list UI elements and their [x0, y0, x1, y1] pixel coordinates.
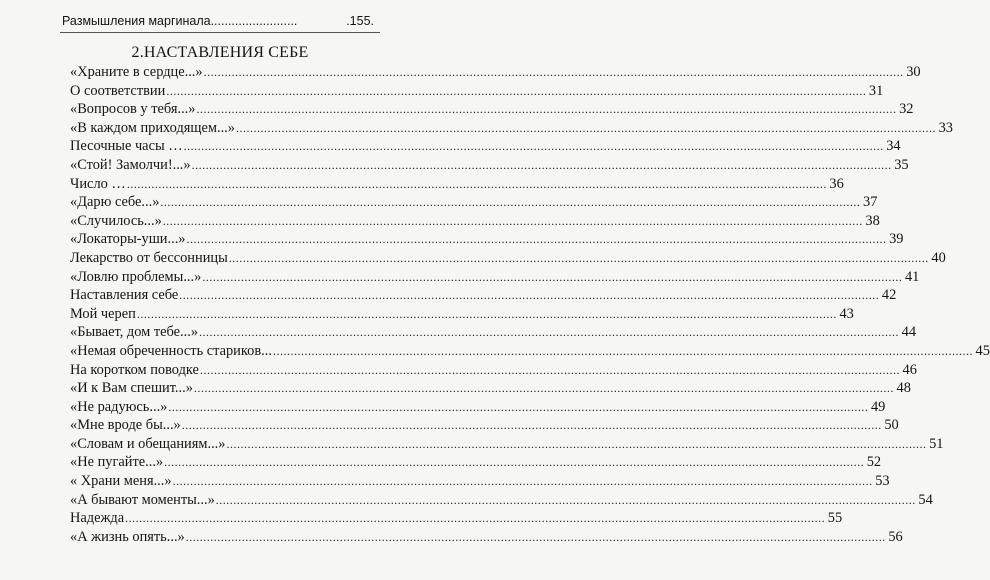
toc-entry-page: 37 [863, 194, 878, 211]
toc-entry-page: 56 [888, 528, 903, 545]
dot-leader: ........................................................................................................................................................................................................ [186, 232, 887, 247]
toc-entry [70, 119, 953, 138]
toc-entry [70, 528, 903, 547]
toc-entry-title: Число … [70, 175, 126, 192]
toc-entry-title: « Храни меня...» [70, 473, 172, 490]
toc-entry [70, 268, 920, 287]
toc-entry-page: 33 [938, 119, 953, 136]
toc-entry [70, 286, 897, 305]
dot-leader: ........................................................................................................................................................................................................ [226, 436, 927, 451]
dot-leader: ........................................................................................................................................................................................................ [202, 269, 903, 284]
toc-entry [70, 472, 890, 491]
dot-leader: ........................................................................................................................................................................................................ [166, 83, 867, 98]
toc-entry-page: 38 [865, 212, 880, 229]
toc-entry-title: «Локаторы-уши...» [70, 231, 186, 248]
toc-entry-title: «Бывает, дом тебе...» [70, 324, 199, 341]
toc-entry [70, 175, 844, 194]
dot-leader: ........................................................................................................................................................................................................ [136, 306, 837, 321]
toc-entry [70, 305, 854, 324]
toc-entry-page: 31 [868, 82, 884, 99]
toc-entry [70, 82, 884, 101]
dot-leader: ........................................................................................................................................................................................................ [203, 65, 904, 79]
page-number: .155. [346, 14, 374, 28]
toc-entry-page: 42 [881, 287, 897, 304]
toc-entry-page: 53 [875, 473, 890, 490]
dot-leader: ........................................................................................................................................................................................................ [199, 325, 900, 340]
toc-entry [70, 379, 911, 398]
toc-entry [70, 453, 882, 472]
dot-leader: ........................................................................................................................................................................................................ [183, 139, 884, 154]
toc-entry-title: Надежда [70, 510, 125, 527]
toc-entry [70, 398, 886, 417]
dot-leader: ........................................................................................................................................................................................................ [215, 492, 916, 507]
toc-entry-page: 55 [827, 510, 843, 527]
toc-entry-title: Наставления себе [70, 287, 179, 304]
dot-leader: ........................................................................................................................................................................................................ [199, 362, 900, 377]
toc-entry-title: «Не радуюсь...» [70, 398, 168, 415]
toc-entry-title: «Ловлю проблемы...» [70, 268, 202, 285]
dot-leader: ........................................................................................................................................................................................................ [272, 343, 973, 358]
toc-entry [70, 230, 904, 249]
toc-entry-title: Лекарство от бессонницы [70, 249, 228, 266]
dot-leader: ........................................................................................................................................................................................................ [168, 399, 869, 414]
dot-leader: ........................................................................................................................................................................................................ [191, 157, 892, 172]
dot-leader: ........................................................................................................................................................................................................ [185, 529, 886, 544]
toc-entry-title: Песочные часы … [70, 138, 183, 155]
dot-leader: ........................................................................................................................................................................................................ [196, 102, 897, 117]
toc-entry-title: «В каждом приходящем...» [70, 119, 235, 136]
toc-entry-page: 36 [829, 175, 844, 192]
toc-entry [70, 100, 914, 119]
toc-entry [70, 249, 946, 268]
toc-entry-title: «Стой! Замолчи!...» [70, 156, 191, 173]
toc-entry-title: «Мне вроде бы...» [70, 417, 181, 434]
toc-entry-title: «Не пугайте...» [70, 454, 164, 471]
toc-entry-page: 46 [902, 361, 917, 378]
dot-leader: ........................................................................................................................................................................................................ [125, 511, 826, 526]
toc-entry-title: «Немая обреченность стариков... [70, 342, 272, 359]
toc-entry [70, 361, 917, 380]
toc-entry-page: 51 [929, 435, 944, 452]
running-header-title: Размышления маргинала......................... [62, 14, 298, 28]
toc-entry [70, 435, 944, 454]
toc-entry-title: О соответствии [70, 82, 166, 99]
dot-leader: ........................................................................................................................................................................................................ [228, 250, 929, 265]
running-header [62, 14, 374, 28]
header-rule [60, 32, 380, 33]
toc-entry-title: «А жизнь опять...» [70, 528, 185, 545]
toc-entry [70, 342, 990, 361]
toc-entry [70, 212, 880, 231]
toc-entry-page: 48 [896, 380, 911, 397]
toc-entry-page: 41 [904, 268, 920, 285]
dot-leader: ........................................................................................................................................................................................................ [181, 418, 882, 433]
toc-entry [70, 137, 901, 156]
toc-entry-page: 49 [870, 398, 886, 415]
toc-entry-title: «И к Вам спешит...» [70, 380, 193, 397]
dot-leader: ........................................................................................................................................................................................................ [162, 213, 863, 228]
toc-entry-page: 30 [906, 64, 921, 80]
toc-entry-page: 35 [894, 156, 909, 173]
toc-entry-title: Мой череп [70, 305, 136, 322]
toc-entry [70, 156, 909, 175]
toc-entry-page: 44 [901, 324, 917, 341]
dot-leader: ........................................................................................................................................................................................................ [179, 288, 880, 303]
table-of-contents [70, 63, 990, 546]
toc-entry-page: 34 [886, 138, 901, 155]
section-title: 2.НАСТАВЛЕНИЯ СЕБЕ [131, 44, 309, 61]
dot-leader: ........................................................................................................................................................................................................ [126, 176, 827, 191]
dot-leader: ........................................................................................................................................................................................................ [172, 474, 873, 489]
toc-entry [70, 193, 878, 212]
toc-entry-page: 52 [866, 454, 882, 471]
toc-entry-title: «Случилось...» [70, 212, 162, 229]
toc-entry-title: «А бывают моменты...» [70, 491, 215, 508]
toc-entry [70, 63, 921, 82]
toc-entry [70, 491, 933, 510]
toc-entry-page: 45 [975, 342, 990, 359]
toc-entry-title: «Словам и обещаниям...» [70, 435, 226, 452]
toc-entry [70, 509, 843, 528]
toc-entry-title: «Дарю себе...» [70, 194, 160, 211]
toc-entry-page: 54 [918, 491, 933, 508]
toc-entry-page: 39 [889, 231, 904, 248]
toc-entry-page: 40 [931, 249, 946, 266]
dot-leader: ........................................................................................................................................................................................................ [193, 381, 894, 396]
dot-leader: ........................................................................................................................................................................................................ [164, 455, 865, 470]
toc-entry-title: «Храните в сердце...» [70, 64, 203, 80]
toc-entry-page: 43 [839, 305, 854, 322]
toc-entry-title: «Вопросов у тебя...» [70, 101, 196, 118]
toc-entry [70, 416, 899, 435]
toc-entry-title: На коротком поводке [70, 361, 199, 378]
dot-leader: ........................................................................................................................................................................................................ [235, 120, 936, 135]
dot-leader: ........................................................................................................................................................................................................ [160, 195, 861, 210]
toc-entry-page: 50 [884, 417, 899, 434]
toc-entry [70, 323, 917, 342]
toc-entry-page: 32 [899, 101, 914, 118]
